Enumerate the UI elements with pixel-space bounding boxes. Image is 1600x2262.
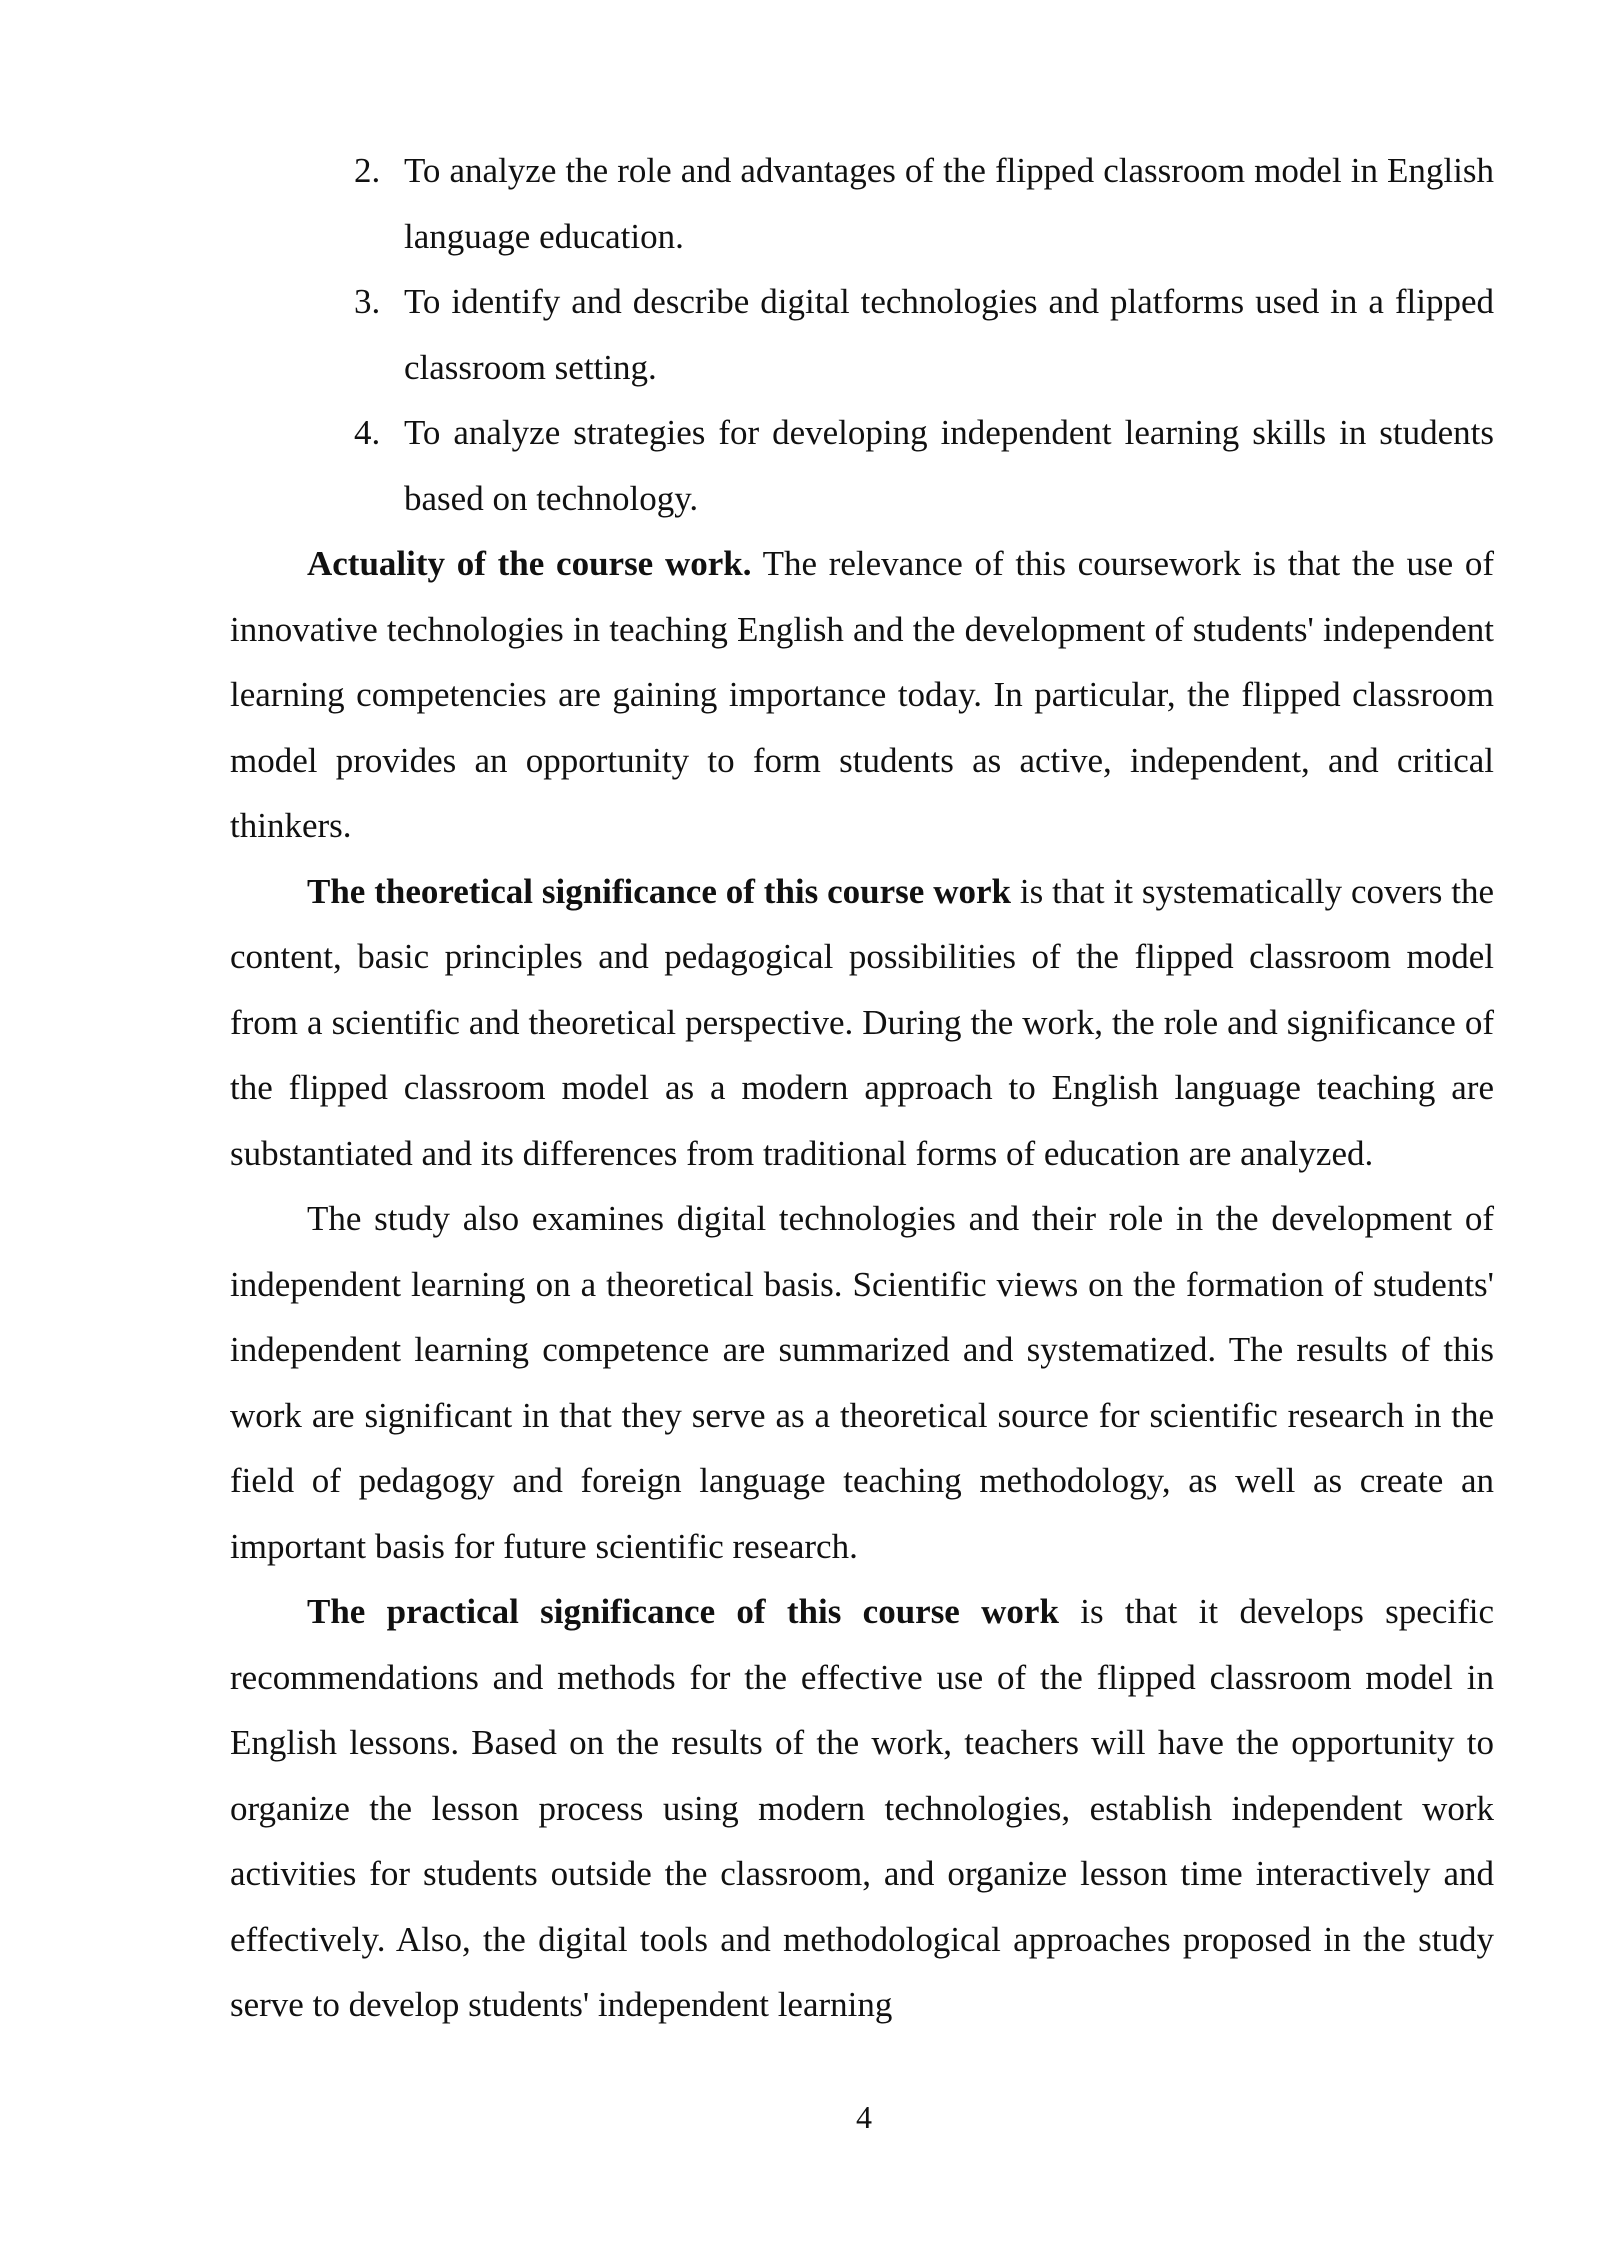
list-item-text: To identify and describe digital technologies and platforms used in a flipped classroom setting.	[404, 282, 1494, 387]
document-page	[230, 138, 1494, 2038]
list-item-number: 4.	[354, 413, 381, 452]
list-item-text: To analyze strategies for developing independent learning skills in students based on technology.	[404, 413, 1494, 518]
list-item-text: To analyze the role and advantages of the flipped classroom model in English language education.	[404, 151, 1494, 256]
paragraph-heading: The theoretical significance of this course work	[307, 871, 1012, 911]
paragraph-text: is that it systematically covers the content, basic principles and pedagogical possibilities of the flipped classroom model from a scientific and theoretical perspective. During the work, the role and significance of the flipped classroom model as a modern approach to English language teaching are substantiated and its differences from traditional forms of education are analyzed.	[230, 871, 1494, 1173]
page-number: 4	[856, 2099, 872, 2135]
paragraph-heading: Actuality of the course work.	[307, 544, 752, 583]
list-item-number: 3.	[354, 282, 381, 321]
list-item-number: 2.	[354, 151, 381, 190]
paragraph-text: is that it develops specific recommendations and methods for the effective use of the flipped classroom model in English lessons. Based on the results of the work, teachers will have the opportunity to organize the lesson process using modern technologies, establish independent work activities for students outside the classroom, and organize lesson time interactively and effectively. Also, the digital tools and methodological approaches proposed in the study serve to develop students' independent learning	[230, 1592, 1494, 2024]
objectives-list	[230, 138, 1494, 531]
paragraph-heading: The practical significance of this course work	[307, 1592, 1059, 1631]
practical-significance-paragraph	[230, 1579, 1494, 2038]
list-item	[230, 138, 1494, 269]
paragraph-text: The relevance of this coursework is that the use of innovative technologies in teaching English and the development of students' independent learning competencies are gaining importance today. In particular, the flipped classroom model provides an opportunity to form students as active, independent, and critical thinkers.	[230, 544, 1495, 845]
paragraph-text: The study also examines digital technologies and their role in the development of independent learning on a theoretical basis. Scientific views on the formation of students' independent learning competence are summarized and systematized. The results of this work are significant in that they serve as a theoretical source for scientific research in the field of pedagogy and foreign language teaching methodology, as well as create an important basis for future scientific research.	[230, 1199, 1494, 1566]
study-paragraph	[230, 1186, 1494, 1579]
actuality-paragraph	[230, 531, 1494, 859]
list-item	[230, 269, 1494, 400]
list-item	[230, 400, 1494, 531]
theoretical-significance-paragraph	[230, 859, 1494, 1187]
